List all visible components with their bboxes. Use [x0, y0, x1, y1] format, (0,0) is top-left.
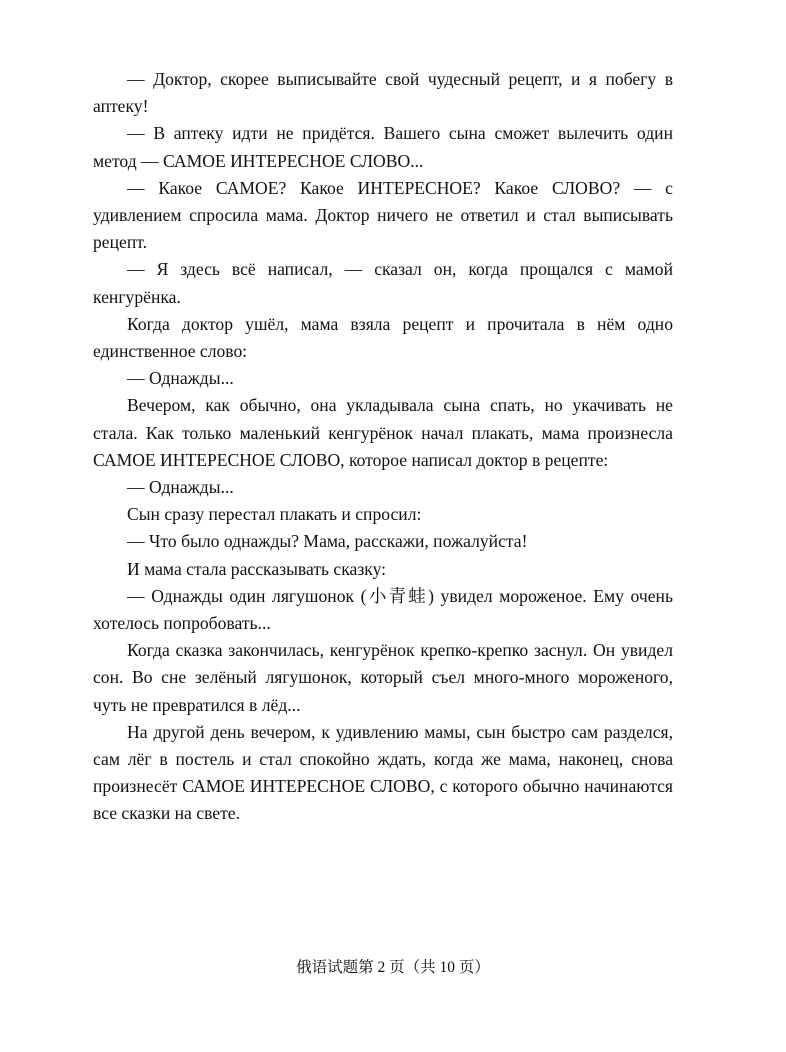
paragraph: — Однажды... [127, 368, 234, 389]
paragraph: — Я здесь всё написал, — сказал он, когда прощался с мамой кенгурёнка. [93, 259, 673, 307]
paragraph: — В аптеку идти не придётся. Вашего сына сможет вылечить один метод — САМОЕ ИНТЕРЕСНОЕ СЛОВО... [93, 123, 673, 171]
paragraph: — Что было однажды? Мама, расскажи, пожалуйста! [127, 531, 528, 552]
paragraph: Когда сказка закончилась, кенгурёнок крепко-крепко заснул. Он увидел сон. Во сне зелёный лягушонок, который съел много-много мороженого, чуть не превратился в лёд... [93, 640, 673, 715]
paragraph: Когда доктор ушёл, мама взяла рецепт и прочитала в нём одно единственное слово: [93, 313, 673, 362]
page-footer: 俄语试题第 2 页（共 10 页） [296, 959, 490, 976]
paragraph: — Однажды... [127, 477, 234, 498]
paragraph: — Какое САМОЕ? Какое ИНТЕРЕСНОЕ? Какое СЛОВО? — с удивлением спросила мама. Доктор ничего не ответил и стал выписывать рецепт. [93, 177, 673, 253]
paragraph: И мама стала рассказывать сказку: [127, 558, 387, 579]
story-text [93, 66, 673, 828]
paragraph: Сын сразу перестал плакать и спросил: [127, 504, 422, 525]
paragraph: — Доктор, скорее выписывайте свой чудесный рецепт, и я побегу в аптеку! [93, 69, 673, 117]
paragraph: Вечером, как обычно, она укладывала сына спать, но укачивать не стала. Как только маленький кенгурёнок начал плакать, мама произнесла САМОЕ ИНТЕРЕСНОЕ СЛОВО, которое написал доктор в рецепте: [93, 395, 673, 470]
paragraph: — Однажды один лягушонок (小青蛙) увидел мороженое. Ему очень хотелось попробовать... [93, 585, 673, 634]
paragraph: На другой день вечером, к удивлению мамы, сын быстро сам разделся, сам лёг в постель и стал спокойно ждать, когда же мама, наконец, снова произнесёт САМОЕ ИНТЕРЕСНОЕ СЛОВО, с которого обычно начинаются все сказки на свете. [93, 721, 673, 824]
